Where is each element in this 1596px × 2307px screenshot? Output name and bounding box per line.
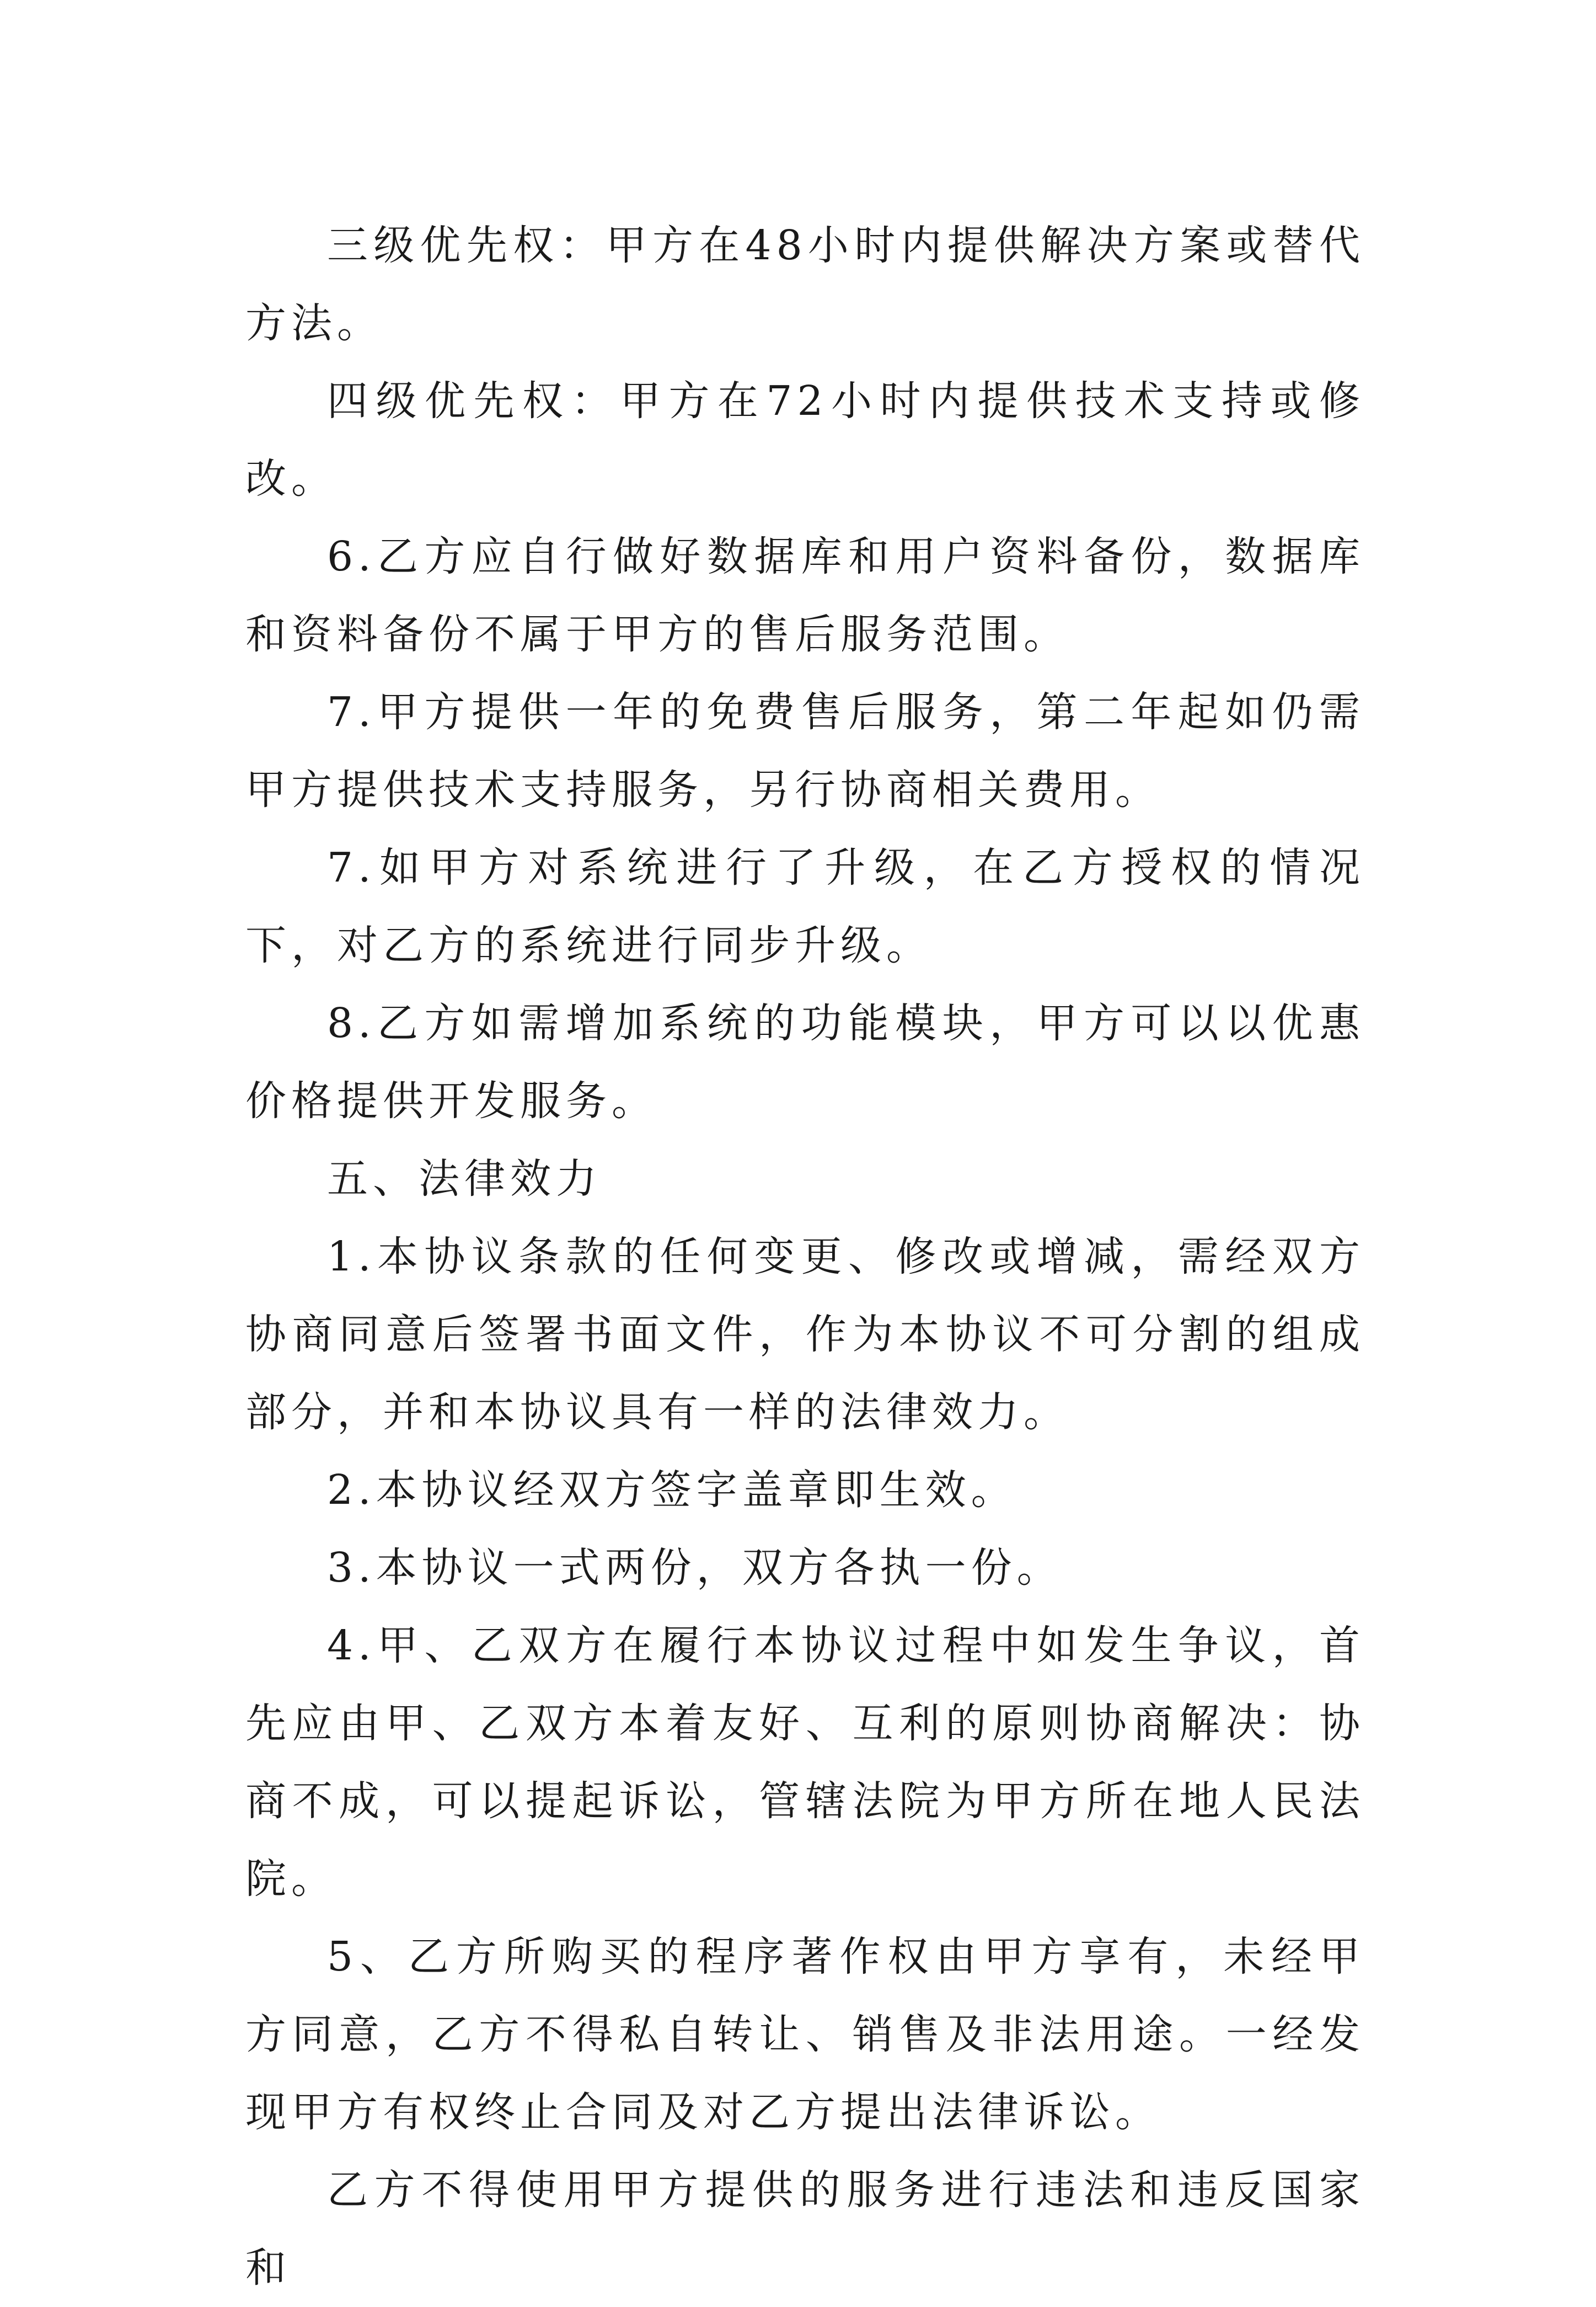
paragraph-clause-7-upgrade: 7.如甲方对系统进行了升级，在乙方授权的情况下，对乙方的系统进行同步升级。	[245, 844, 1365, 969]
paragraph-priority-3: 三级优先权：甲方在48小时内提供解决方案或替代方法。	[245, 222, 1365, 347]
paragraph-legal-1-amendments: 1.本协议条款的任何变更、修改或增减，需经双方协商同意后签署书面文件，作为本协议不可分割的组成部分，并和本协议具有一样的法律效力。	[245, 1233, 1365, 1436]
paragraph-prohibited-use: 乙方不得使用甲方提供的服务进行违法和违反国家和	[245, 2166, 1365, 2292]
paragraph-clause-7-free-service: 7.甲方提供一年的免费售后服务，第二年起如仍需甲方提供技术支持服务，另行协商相关费用。	[245, 688, 1365, 814]
document-body	[245, 207, 1365, 2307]
paragraph-legal-2-effective: 2.本协议经双方签字盖章即生效。	[327, 1466, 1017, 1514]
paragraph-legal-3-copies: 3.本协议一式两份，双方各执一份。	[327, 1544, 1063, 1592]
paragraph-legal-4-disputes: 4.甲、乙双方在履行本协议过程中如发生争议，首先应由甲、乙双方本着友好、互利的原则协商解决：协商不成，可以提起诉讼，管辖法院为甲方所在地人民法院。	[245, 1622, 1365, 1903]
paragraph-clause-6-backup: 6.乙方应自行做好数据库和用户资料备份，数据库和资料备份不属于甲方的售后服务范围。	[245, 533, 1365, 658]
paragraph-clause-8-modules: 8.乙方如需增加系统的功能模块，甲方可以以优惠价格提供开发服务。	[245, 1000, 1365, 1125]
section-heading-legal-effect: 五、法律效力	[327, 1155, 602, 1203]
paragraph-priority-4: 四级优先权：甲方在72小时内提供技术支持或修改。	[245, 377, 1365, 503]
paragraph-legal-5-copyright: 5、乙方所购买的程序著作权由甲方享有，未经甲方同意，乙方不得私自转让、销售及非法用途。一经发现甲方有权终止合同及对乙方提出法律诉讼。	[245, 1933, 1365, 2136]
